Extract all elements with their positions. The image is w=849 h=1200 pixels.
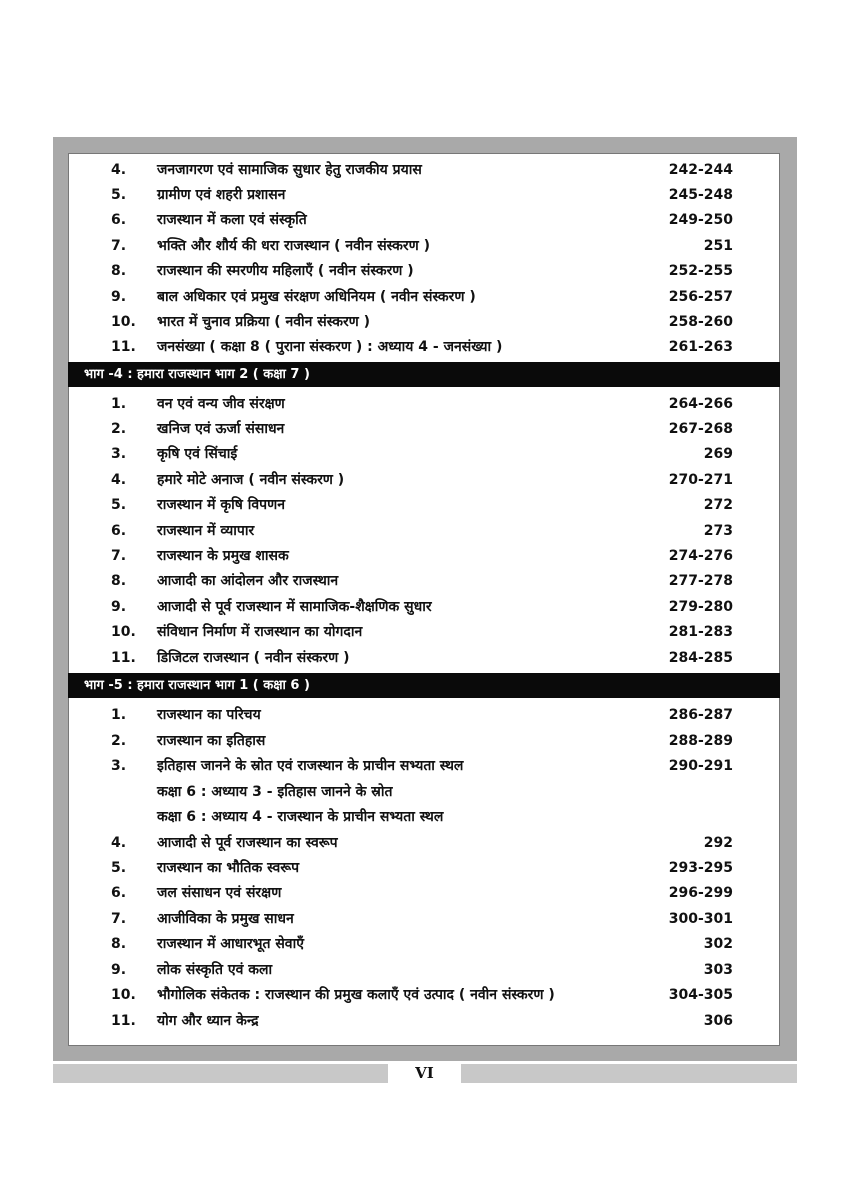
toc-row	[69, 831, 781, 856]
toc-pages: 267-268	[668, 421, 733, 437]
toc-title: आजीविका के प्रमुख साधन	[157, 911, 294, 927]
toc-number: 11.	[111, 1013, 136, 1029]
toc-subrow	[69, 780, 781, 805]
page-number: VI	[415, 1064, 434, 1082]
toc-row	[69, 1009, 781, 1034]
toc-number: 6.	[111, 885, 127, 901]
toc-number: 11.	[111, 339, 136, 355]
toc-pages: 249-250	[668, 212, 733, 228]
toc-pages: 279-280	[668, 599, 733, 615]
table-of-contents	[68, 153, 780, 1046]
toc-title: वन एवं वन्य जीव संरक्षण	[157, 396, 285, 412]
toc-row	[69, 208, 781, 233]
toc-number: 1.	[111, 396, 127, 412]
toc-number: 5.	[111, 187, 127, 203]
toc-pages: 303	[703, 962, 733, 978]
toc-row	[69, 932, 781, 957]
toc-number: 9.	[111, 599, 127, 615]
toc-pages: 302	[703, 936, 733, 952]
toc-row	[69, 234, 781, 259]
toc-row	[69, 544, 781, 569]
toc-pages: 273	[703, 523, 733, 539]
toc-row	[69, 493, 781, 518]
toc-pages: 272	[703, 497, 733, 513]
toc-number: 10.	[111, 624, 136, 640]
toc-row	[69, 754, 781, 779]
toc-number: 4.	[111, 472, 127, 488]
toc-pages: 261-263	[668, 339, 733, 355]
toc-row	[69, 259, 781, 284]
toc-title: योग और ध्यान केन्द्र	[157, 1013, 259, 1029]
toc-number: 4.	[111, 162, 127, 178]
toc-subtitle: कक्षा 6 : अध्याय 3 - इतिहास जानने के स्रोत	[157, 784, 393, 800]
toc-number: 10.	[111, 987, 136, 1003]
toc-title: भारत में चुनाव प्रक्रिया ( नवीन संस्करण )	[157, 314, 371, 330]
toc-title: भौगोलिक संकेतक : राजस्थान की प्रमुख कलाएँ एवं उत्पाद ( नवीन संस्करण )	[157, 987, 555, 1003]
toc-pages: 284-285	[668, 650, 733, 666]
toc-number: 6.	[111, 212, 127, 228]
toc-pages: 288-289	[668, 733, 733, 749]
toc-number: 5.	[111, 860, 127, 876]
toc-row	[69, 907, 781, 932]
toc-row	[69, 569, 781, 594]
toc-title: राजस्थान में आधारभूत सेवाएँ	[157, 936, 304, 952]
toc-row	[69, 519, 781, 544]
toc-title: राजस्थान का परिचय	[157, 707, 261, 723]
toc-row	[69, 417, 781, 442]
toc-title: संविधान निर्माण में राजस्थान का योगदान	[157, 624, 363, 640]
toc-pages: 270-271	[668, 472, 733, 488]
toc-title: हमारे मोटे अनाज ( नवीन संस्करण )	[157, 472, 345, 488]
toc-number: 7.	[111, 548, 127, 564]
toc-number: 7.	[111, 238, 127, 254]
toc-row	[69, 183, 781, 208]
toc-title: भक्ति और शौर्य की धरा राजस्थान ( नवीन संस्करण )	[157, 238, 430, 254]
toc-pages: 258-260	[668, 314, 733, 330]
footer-bar-right	[461, 1064, 797, 1083]
toc-title: आजादी से पूर्व राजस्थान में सामाजिक-शैक्षणिक सुधार	[157, 599, 432, 615]
toc-row	[69, 646, 781, 671]
toc-title: राजस्थान में कला एवं संस्कृति	[157, 212, 307, 228]
toc-title: जनसंख्या ( कक्षा 8 ( पुराना संस्करण ) : अध्याय 4 - जनसंख्या )	[157, 339, 503, 355]
toc-title: राजस्थान का इतिहास	[157, 733, 266, 749]
toc-pages: 300-301	[668, 911, 733, 927]
toc-pages: 256-257	[668, 289, 733, 305]
toc-title: ग्रामीण एवं शहरी प्रशासन	[157, 187, 286, 203]
toc-pages: 264-266	[668, 396, 733, 412]
toc-number: 8.	[111, 263, 127, 279]
toc-title: कृषि एवं सिंचाई	[157, 446, 238, 462]
toc-row	[69, 958, 781, 983]
toc-number: 3.	[111, 758, 127, 774]
toc-pages: 286-287	[668, 707, 733, 723]
toc-row	[69, 442, 781, 467]
section-header	[68, 673, 780, 698]
toc-number: 9.	[111, 962, 127, 978]
toc-row	[69, 468, 781, 493]
toc-number: 9.	[111, 289, 127, 305]
toc-row	[69, 729, 781, 754]
toc-row	[69, 620, 781, 645]
toc-row	[69, 310, 781, 335]
toc-row	[69, 881, 781, 906]
toc-number: 5.	[111, 497, 127, 513]
toc-number: 8.	[111, 936, 127, 952]
toc-title: आजादी से पूर्व राजस्थान का स्वरूप	[157, 835, 338, 851]
toc-row	[69, 285, 781, 310]
toc-number: 4.	[111, 835, 127, 851]
toc-row	[69, 335, 781, 360]
toc-pages: 296-299	[668, 885, 733, 901]
toc-title: डिजिटल राजस्थान ( नवीन संस्करण )	[157, 650, 350, 666]
toc-pages: 245-248	[668, 187, 733, 203]
toc-row	[69, 703, 781, 728]
toc-number: 7.	[111, 911, 127, 927]
toc-row	[69, 392, 781, 417]
toc-pages: 292	[703, 835, 733, 851]
toc-pages: 251	[703, 238, 733, 254]
toc-title: राजस्थान की स्मरणीय महिलाएँ ( नवीन संस्करण )	[157, 263, 414, 279]
toc-subtitle: कक्षा 6 : अध्याय 4 - राजस्थान के प्राचीन सभ्यता स्थल	[157, 809, 444, 825]
toc-row	[69, 856, 781, 881]
toc-pages: 304-305	[668, 987, 733, 1003]
toc-number: 6.	[111, 523, 127, 539]
toc-number: 2.	[111, 733, 127, 749]
toc-title: राजस्थान का भौतिक स्वरूप	[157, 860, 300, 876]
toc-title: आजादी का आंदोलन और राजस्थान	[157, 573, 339, 589]
toc-number: 11.	[111, 650, 136, 666]
toc-title: जनजागरण एवं सामाजिक सुधार हेतु राजकीय प्रयास	[157, 162, 422, 178]
toc-title: राजस्थान में व्यापार	[157, 523, 255, 539]
toc-title: राजस्थान के प्रमुख शासक	[157, 548, 289, 564]
toc-number: 3.	[111, 446, 127, 462]
toc-pages: 269	[703, 446, 733, 462]
toc-title: इतिहास जानने के स्रोत एवं राजस्थान के प्राचीन सभ्यता स्थल	[157, 758, 464, 774]
toc-number: 2.	[111, 421, 127, 437]
toc-title: लोक संस्कृति एवं कला	[157, 962, 273, 978]
toc-pages: 274-276	[668, 548, 733, 564]
toc-pages: 281-283	[668, 624, 733, 640]
toc-number: 10.	[111, 314, 136, 330]
toc-subrow	[69, 805, 781, 830]
toc-title: बाल अधिकार एवं प्रमुख संरक्षण अधिनियम ( नवीन संस्करण )	[157, 289, 476, 305]
toc-pages: 277-278	[668, 573, 733, 589]
toc-pages: 242-244	[668, 162, 733, 178]
toc-pages: 252-255	[668, 263, 733, 279]
toc-row	[69, 158, 781, 183]
toc-pages: 306	[703, 1013, 733, 1029]
toc-pages: 290-291	[668, 758, 733, 774]
toc-row	[69, 595, 781, 620]
toc-title: जल संसाधन एवं संरक्षण	[157, 885, 282, 901]
footer-bar-left	[53, 1064, 388, 1083]
section-title: भाग -5 : हमारा राजस्थान भाग 1 ( कक्षा 6 )	[84, 678, 310, 693]
section-title: भाग -4 : हमारा राजस्थान भाग 2 ( कक्षा 7 )	[84, 367, 310, 382]
section-header	[68, 362, 780, 387]
toc-number: 1.	[111, 707, 127, 723]
toc-number: 8.	[111, 573, 127, 589]
toc-title: राजस्थान में कृषि विपणन	[157, 497, 285, 513]
toc-title: खनिज एवं ऊर्जा संसाधन	[157, 421, 285, 437]
toc-pages: 293-295	[668, 860, 733, 876]
toc-row	[69, 983, 781, 1008]
